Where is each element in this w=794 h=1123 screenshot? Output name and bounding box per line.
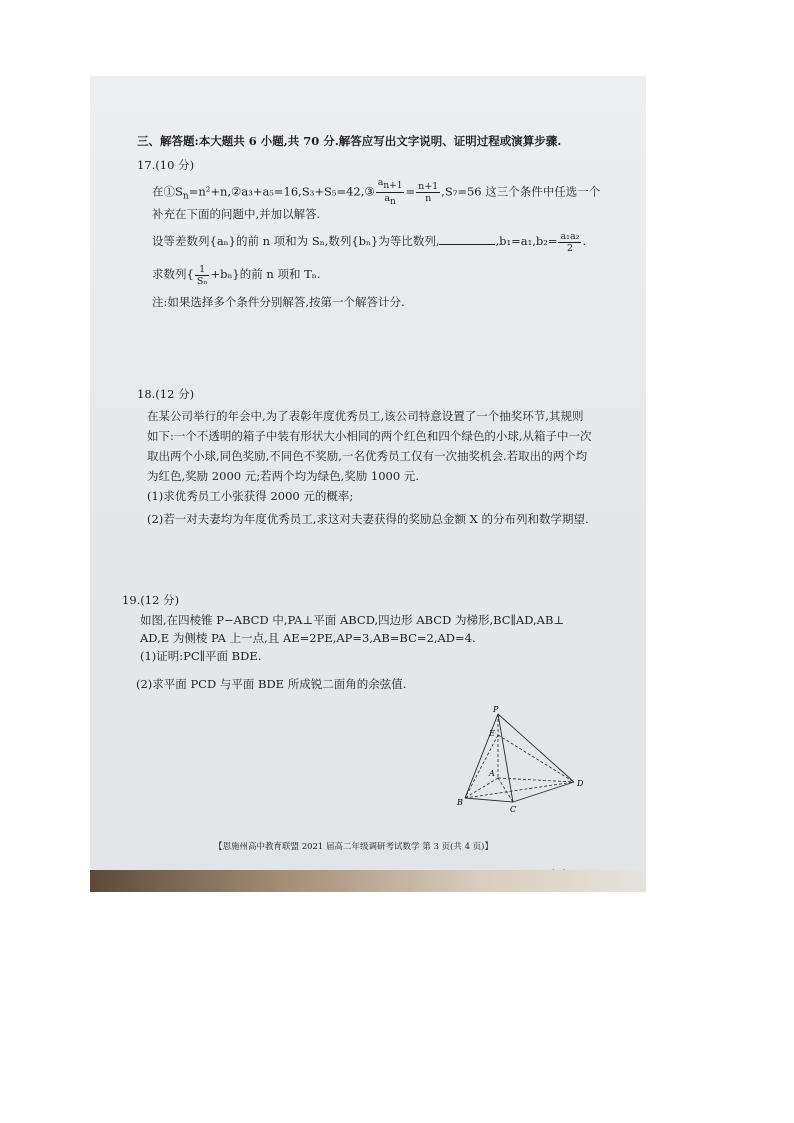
q17-note: 注:如果选择多个条件分别解答,按第一个解答计分. bbox=[152, 295, 405, 309]
edge-BD bbox=[465, 782, 574, 798]
pyramid-figure bbox=[450, 704, 590, 816]
q18-part-1: (1)求优秀员工小张获得 2000 元的概率; bbox=[147, 489, 354, 503]
label-C: C bbox=[510, 805, 517, 814]
q17-line4 bbox=[152, 260, 320, 288]
q17-line3-c: . bbox=[582, 234, 587, 248]
q17-frac-b2: $\frac{\text{a₁a₂}}{2}$ bbox=[560, 230, 580, 254]
section-heading: 三、解答题:本大题共 6 小题,共 70 分.解答应写出文字说明、证明过程或演算步骤. bbox=[137, 134, 562, 148]
q17-line1-b: =n²+n,②a₃+a₅=16,S₃+S₅=42,③ bbox=[188, 184, 375, 199]
label-E: E bbox=[489, 729, 495, 738]
label-B: B bbox=[457, 798, 463, 807]
scanned-page-photo bbox=[90, 76, 646, 892]
q17-line1: 在$①S_n=n^2+n,②a_3+a_5=16,S_3+S_5=42,③$ $\frac{a_{n+1}}{a_n}$ = $\frac{n+1}{n}$ ,S₇=56 这三个条件中任选一个 bbox=[152, 177, 601, 207]
q19-part-2: (2)求平面 PCD 与平面 BDE 所成锐二面角的余弦值. bbox=[136, 677, 407, 691]
label-P: P bbox=[493, 705, 499, 714]
label-D: D bbox=[577, 779, 584, 788]
edge-CD bbox=[513, 782, 574, 802]
q19-part-1: (1)证明:PC∥平面 BDE. bbox=[140, 649, 262, 663]
q18-part-2: (2)若一对夫妻均为年度优秀员工,求这对夫妻获得的奖励总金额 X 的分布列和数学期望. bbox=[147, 512, 589, 526]
q17-line1-c: ,S₇=56 这三个条件中任选一个 bbox=[441, 184, 601, 199]
footer-left: 【恩施州高中教育联盟 2021 届高二年级调研考试数学 第 3 页(共 4 页)】 bbox=[214, 842, 493, 852]
q17-line4-b: +bₙ}的前 n 项和 Tₙ. bbox=[210, 267, 321, 281]
edge-ED bbox=[498, 735, 574, 782]
q18-line-4: 为红色,奖励 2000 元;若两个均为绿色,奖励 1000 元. bbox=[147, 469, 419, 483]
q17-line3-a: 设等差数列{aₙ}的前 n 项和为 Sₙ,数列{bₙ}为等比数列, bbox=[152, 234, 440, 248]
q17-eq: = bbox=[405, 184, 416, 199]
edge-PC bbox=[498, 714, 513, 802]
q17-frac-inverse-s: $\frac{1}{\text{Sₙ}}$ bbox=[196, 263, 208, 287]
edge-BC bbox=[465, 798, 513, 802]
q19-line-2: AD,E 为侧棱 PA 上一点,且 AE=2PE,AP=3,AB=BC=2,AD=4. bbox=[140, 631, 476, 645]
q17-number: 17.(10 分) bbox=[137, 158, 195, 172]
q17-frac-ratio: $\frac{a_{n+1}}{a_n}$ bbox=[377, 177, 403, 207]
q19-line-1: 如图,在四棱锥 P−ABCD 中,PA⊥平面 ABCD,四边形 ABCD 为梯形,BC∥AD,AB⊥ bbox=[140, 613, 565, 627]
q17-line1-a: 在①S bbox=[152, 184, 183, 199]
q17-line3-b: ,b₁=a₁,b₂= bbox=[495, 234, 558, 248]
q17-frac-n: $\frac{n+1}{n}$ bbox=[418, 180, 439, 204]
q17-answer-blank bbox=[439, 234, 495, 245]
edge-PD bbox=[498, 714, 574, 782]
q17-line3 bbox=[152, 228, 586, 254]
q18-line-3: 取出两个小球,同色奖励,不同色不奖励,一名优秀员工仅有一次抽奖机会.若取出的两个均 bbox=[147, 449, 588, 463]
q17-line4-a: 求数列{ bbox=[152, 267, 194, 281]
q18-line-2: 如下:一个不透明的箱子中装有形状大小相同的两个红色和四个绿色的小球,从箱子中一次 bbox=[147, 429, 592, 443]
q18-line-1: 在某公司举行的年会中,为了表彰年度优秀员工,该公司特意设置了一个抽奖环节,其规则 bbox=[147, 409, 584, 423]
q18-number: 18.(12 分) bbox=[137, 387, 195, 401]
edge-AB bbox=[465, 778, 498, 798]
q19-number: 19.(12 分) bbox=[122, 593, 180, 607]
photo-table-edge bbox=[90, 870, 646, 892]
edge-EB bbox=[465, 735, 498, 798]
edge-PB bbox=[465, 714, 498, 798]
label-A: A bbox=[489, 769, 495, 778]
q17-line2: 补充在下面的问题中,并加以解答. bbox=[152, 207, 321, 221]
